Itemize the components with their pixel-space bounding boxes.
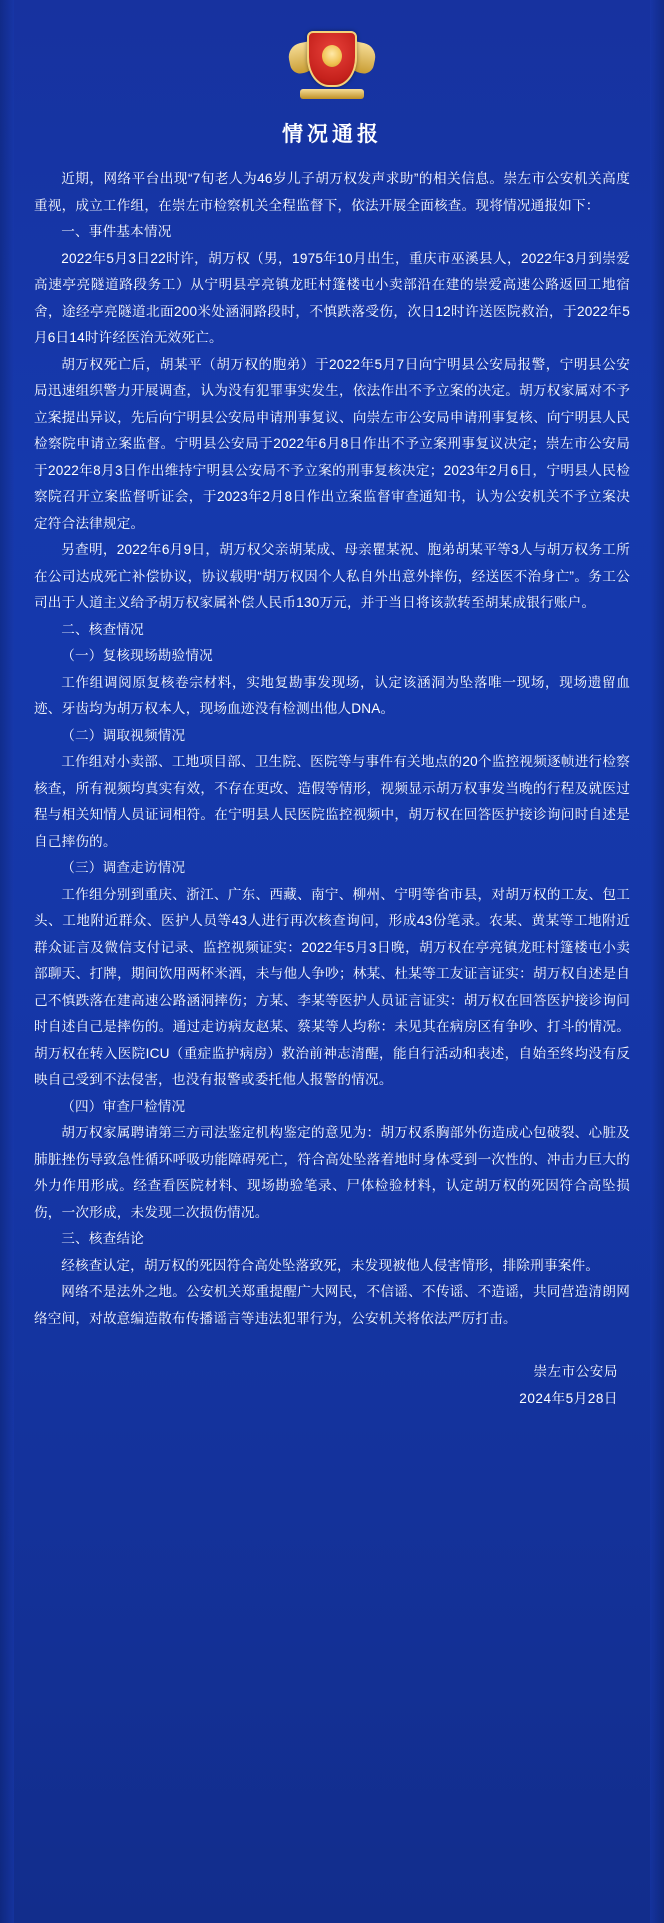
- signature-date: 2024年5月28日: [519, 1391, 618, 1407]
- right-decorative-edge: [650, 0, 664, 1923]
- police-emblem-icon: [289, 25, 375, 99]
- page-title: 情况通报: [282, 123, 382, 146]
- section-heading: 一、事件基本情况: [61, 224, 172, 239]
- subsection-heading: （一）复核现场勘验情况: [61, 648, 213, 663]
- paragraph: 另查明，2022年6月9日，胡万权父亲胡某成、母亲瞿某祝、胞弟胡某平等3人与胡万权务工所在公司达成死亡补偿协议，协议载明“胡万权因个人私自外出意外摔伤，经送医不治身亡”。务工公司出于人道主义给予胡万权家属补偿人民币130万元，并于当日将该款转至胡某成银行账户。: [34, 542, 630, 610]
- paragraph: 工作组调阅原复核卷宗材料，实地复勘事发现场，认定该涵洞为坠落唯一现场，现场遗留血迹、牙齿均为胡万权本人，现场血迹没有检测出他人DNA。: [34, 674, 630, 716]
- subsection-heading: （二）调取视频情况: [61, 727, 186, 743]
- paragraph: 网络不是法外之地。公安机关郑重提醒广大网民，不信谣、不传谣、不造谣，共同营造清朗网络空间，对故意编造散布传播谣言等违法犯罪行为，公安机关将依法严厉打击。: [34, 1284, 630, 1326]
- section-heading: 三、核查结论: [61, 1231, 144, 1246]
- paragraph: 工作组分别到重庆、浙江、广东、西藏、南宁、柳州、宁明等省市县，对胡万权的工友、包工头、工地附近群众、医护人员等43人进行再次核查询问，形成43份笔录。农某、黄某等工地附近群众证言及微信支付记录、监控视频证实：2022年5月3日晚，胡万权在亭亮镇龙旺村篷楼屯小卖部聊天、打牌，期间饮用两杯米酒，未与他人争吵；林某、杜某等工友证言证实：胡万权自述是自己不慎跌落在建高速公路涵洞摔伤；方某、李某等医护人员证言证实：胡万权在回答医护接诊询问时自述自己是摔伤的。通过走访病友赵某、蔡某等人均称：未见其在病房区有争吵、打斗的情况。胡万权在转入医院ICU（重症监护病房）救治前神志清醒，能自行活动和表述，自始至终均没有反映自己受到不法侵害，也没有报警或委托他人报警的情况。: [34, 886, 630, 1087]
- emblem-container: [0, 0, 664, 110]
- signature-issuer: 崇左市公安局: [533, 1364, 618, 1379]
- bottom-spacer: [0, 1412, 664, 1452]
- document-body: [0, 166, 664, 1332]
- subsection-heading: （三）调查走访情况: [61, 860, 186, 875]
- paragraph: 胡万权死亡后，胡某平（胡万权的胞弟）于2022年5月7日向宁明县公安局报警，宁明县公安局迅速组织警力开展调查，认为没有犯罪事实发生，依法作出不予立案的决定。胡万权家属对不予立案提出异议，先后向宁明县公安局申请刑事复议、向崇左市公安局申请刑事复核、向宁明县人民检察院申请立案监督。宁明县公安局于2022年6月8日作出不予立案刑事复议决定；崇左市公安局于2022年8月3日作出维持宁明县公安局不予立案的刑事复核决定；2023年2月6日，宁明县人民检察院召开立案监督听证会，于2023年2月8日作出立案监督审查通知书，认为公安机关不予立案决定符合法律规定。: [34, 356, 630, 531]
- subsection-heading: （四）审查尸检情况: [61, 1098, 186, 1114]
- paragraph: 经核查认定，胡万权的死因符合高处坠落致死，未发现被他人侵害情形，排除刑事案件。: [61, 1257, 600, 1273]
- paragraph: 2022年5月3日22时许，胡万权（男，1975年10月出生，重庆市巫溪县人，2022年3月到崇爱高速亭亮隧道路段务工）从宁明县亭亮镇龙旺村篷楼屯小卖部沿在建的崇爱高速公路返回工地宿舍，途经亭亮隧道北面200米处涵洞路段时，不慎跌落受伤，次日12时许送医院救治，于2022年5月6日14时许经医治无效死亡。: [34, 250, 630, 345]
- section-heading: 二、核查情况: [61, 621, 144, 637]
- paragraph: 工作组对小卖部、工地项目部、卫生院、医院等与事件有关地点的20个监控视频逐帧进行检察核查，所有视频均真实有效，不存在更改、造假等情形，视频显示胡万权事发当晚的行程及就医过程与相关知情人员证词相符。在宁明县人民医院监控视频中，胡万权在回答医护接诊询问时自述是自己摔伤的。: [34, 754, 630, 849]
- paragraph: 近期，网络平台出现“7旬老人为46岁儿子胡万权发声求助”的相关信息。崇左市公安机关高度重视，成立工作组，在崇左市检察机关全程监督下，依法开展全面核查。现将情况通报如下：: [34, 171, 630, 213]
- emblem-shield: [307, 31, 357, 87]
- signature-block: [0, 1332, 664, 1412]
- left-decorative-edge: [0, 0, 14, 1923]
- paragraph: 胡万权家属聘请第三方司法鉴定机构鉴定的意见为：胡万权系胸部外伤造成心包破裂、心脏及肺脏挫伤导致急性循环呼吸功能障碍死亡，符合高处坠落着地时身体受到一次性的、冲击力巨大的外力作用形成。经查看医院材料、现场勘验笔录、尸体检验材料，认定胡万权的死因符合高坠损伤，一次形成，未发现二次损伤情况。: [34, 1125, 630, 1220]
- emblem-base: [300, 89, 364, 99]
